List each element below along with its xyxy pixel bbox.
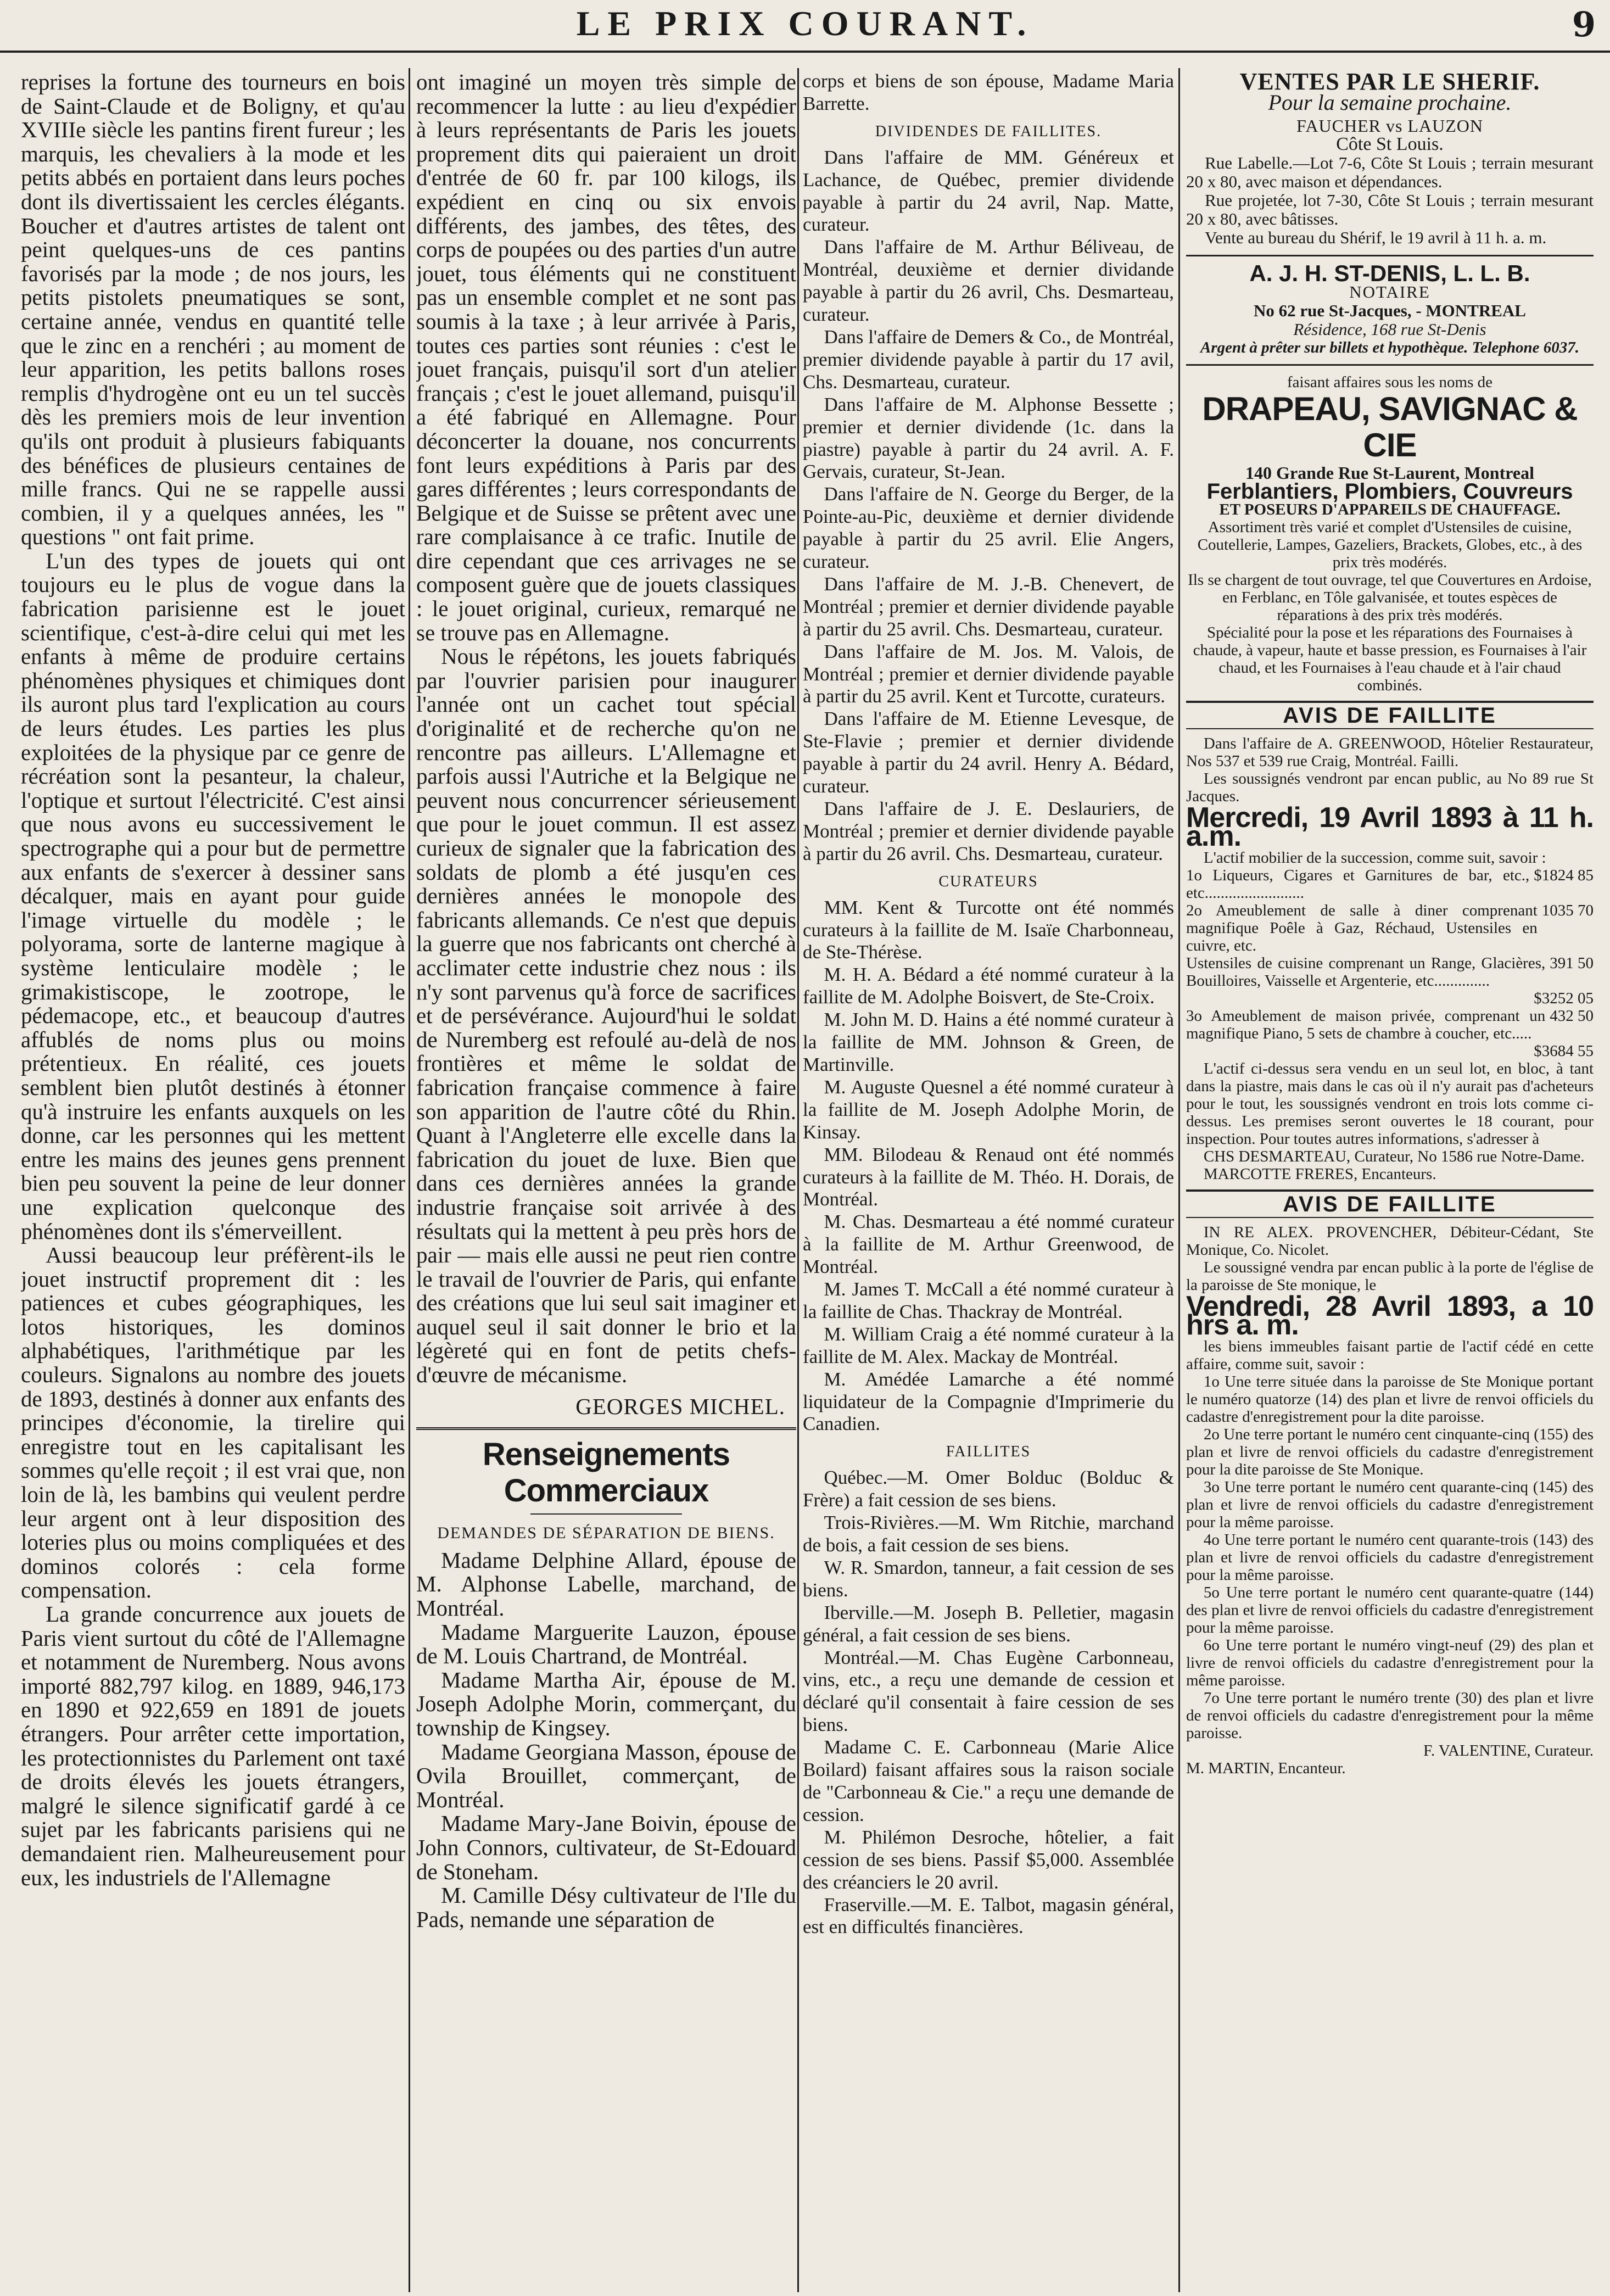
list-item: Madame C. E. Carbonneau (Marie Alice Boilard) faisant affaires sous la raison sociale de "Carbonneau & Cie." a reçu une demande de cession. xyxy=(803,1736,1174,1825)
article-signature: GEORGES MICHEL. xyxy=(575,1393,785,1419)
article-paragraph: Aussi beaucoup leur préfèrent-ils le jouet instructif proprement dit : les patiences et cubes géographiques, les lotos historiques, les dominos alphabétiques, l'arithmétique par les couleurs. Signalons au nombre des jouets de 1893, destinés à donner aux enfants des principes d'économie, la tirelire qui enregistre tout en les capitalisant les sommes qu'elle reçoit ; il est vrai que, non loin de là, les bambins qui veulent perdre leur argent ont à leur disposition des loteries plus ou moins compliquées et des dominos colorés : cela forme compensation. xyxy=(21,1242,405,1603)
inventory-item xyxy=(1186,954,1594,990)
land-item: 5o Une terre portant le numéro cent quarante-quatre (144) des plan et livre de renvoi officiels du cadastre d'enregistrement pour la même paroisse. xyxy=(1186,1584,1594,1636)
article-paragraph: L'un des types de jouets qui ont toujours eu le plus de vogue dans la fabrication parisienne est le jouet scientifique, c'est-à-dire celui qui met les enfants à même de produire certains phénomènes physiques et chimiques dont ils auront plus tard l'explication au cours de leurs études. Les parties les plus exploitées de la physique par ce genre de récréation sont la pesanteur, la chaleur, l'optique et surtout l'électricité. C'est ainsi que nous avons eu successivement le spectrographe qui a pour but de permettre aux enfants de s'exercer à dessiner sans décalquer, mais en ayant pour guide l'image virtuelle du modèle ; le polyorama, sorte de lanterne magique à système lenticulaire modèle ; le grimakistiscope, le zootrope, le pédemacope, etc., et beaucoup d'autres affublés de noms plus ou moins prétentieux. En réalité, ces jouets semblent bien plutôt destinés à étonner qu'à instruire les enfants auxquels on les donne, car les personnes qui les mettent entre les mains des jeunes gens prennent bien peu souvent la peine de leur donner une explication quelconque des phénomènes dont ils s'émerveillent. xyxy=(21,548,405,1244)
list-item: Dans l'affaire de M. Arthur Béliveau, de Montréal, deuxième et dernier dividande payable à partir du 26 avril, Chs. Desmarteau, curateur. xyxy=(803,236,1174,326)
page-number: 9 xyxy=(1572,4,1596,44)
case-title: FAUCHER vs LAUZON xyxy=(1296,116,1483,136)
list-item: Madame Delphine Allard, épouse de M. Alphonse Labelle, marchand, de Montréal. xyxy=(416,1547,796,1621)
column-rule xyxy=(1178,68,1180,2292)
notary-note: Argent à prêter sur billets et hypothèque. Telephone 6037. xyxy=(1200,339,1580,356)
land-item: 4o Une terre portant le numéro cent quarante-trois (143) des plan et livre de renvoi officiels du cadastre d'enregistrement pour la même paroisse. xyxy=(1186,1531,1594,1584)
firm-paragraph: Assortiment très varié et complet d'Ustensiles de cuisine, Coutellerie, Lampes, Gazeliers, Brackets, Globes, etc., à des prix très modérés. xyxy=(1197,518,1583,571)
list-item: MM. Bilodeau & Renaud ont été nommés curateurs à la faillite de M. Théo. H. Dorais, de Montréal. xyxy=(803,1143,1174,1210)
list-item: Madame Georgiana Masson, épouse de Ovila Brouillet, commerçant, de Montréal. xyxy=(416,1739,796,1812)
dividendes-heading: DIVIDENDES DE FAILLITES. xyxy=(875,122,1102,140)
notary-residence: Résidence, 168 rue St-Denis xyxy=(1293,320,1486,339)
avis-paragraph: Le soussigné vendra par encan public à la porte de l'église de la paroisse de Ste monique, le xyxy=(1186,1259,1594,1294)
item-amount: 432 50 xyxy=(1550,1007,1594,1025)
inventory-item xyxy=(1186,867,1594,902)
masthead xyxy=(0,0,1610,53)
avis-paragraph: Les soussignés vendront par encan public, au No 89 rue St Jacques. xyxy=(1186,770,1594,805)
list-item: Dans l'affaire de M. Etienne Levesque, de Ste-Flavie ; premier et dernier dividende payable à partir du 24 avril. Henry A. Bédard, curateur. xyxy=(803,708,1174,797)
list-item: Madame Martha Air, épouse de M. Joseph Adolphe Morin, commerçant, du township de Kingsey. xyxy=(416,1667,796,1740)
list-item: Québec.—M. Omer Bolduc (Bolduc & Frère) a fait cession de ses biens. xyxy=(803,1467,1174,1511)
article-paragraph: La grande concurrence aux jouets de Paris vient surtout du côté de l'Allemagne et notamment de Nuremberg. Nous avons importé 882,797 kilog. en 1889, 946,173 en 1890 et 922,659 en 1891 de jouets étrangers. Pour arrêter cette importation, les protectionnistes du Parlement ont taxé de droits élevés les jouets étrangers, malgré le silence significatif gardé à ce sujet par les fabricants parisiens qui ne demandaient rien. Malheureusement pour eux, les industriels de l'Allemagne xyxy=(21,1601,405,1890)
inventory-item xyxy=(1186,902,1594,954)
column-4-ads xyxy=(1186,70,1594,2289)
list-item: M. John M. D. Hains a été nommé curateur à la faillite de MM. Johnson & Green, de Martinville. xyxy=(803,1009,1174,1075)
land-item: 7o Une terre portant le numéro trente (30) des plan et livre de renvoi officiels du cadastre d'enregistrement pour la même paroisse. xyxy=(1186,1689,1594,1742)
item-amount: $1824 85 xyxy=(1534,867,1594,884)
section-heading: Renseignements Commerciaux xyxy=(416,1427,796,1509)
article-paragraph: ont imaginé un moyen très simple de recommencer la lutte : au lieu d'expédier à leurs représentants de Paris les jouets proprement dits qui paieraient un droit d'entrée de 60 fr. par 100 kilogs, ils expédient en cinq ou six envois différents, des jambes, des têtes, des corps de poupées ou des parties d'un autre jouet, tous éléments qui ne constituent pas un ensemble complet et ne sont pas soumis à la taxe ; à leur arrivée à Paris, toutes ces parties sont réunies : c'est le jouet français, puisqu'il sort d'un atelier français ; c'est le jouet allemand, puisqu'il a été fabriqué en Allemagne. Pour déconcerter la douane, nos concurrents font leurs expéditions à Paris par des gares différentes ; leurs correspondants de Belgique et de Suisse se prêtent avec une rare complaisance à ce trafic. Inutile de dire cependant que ces arrivages ne se composent guère que de jouets classiques : le jouet original, curieux, remarqué ne se trouve pas en Allemagne. xyxy=(416,70,796,645)
auction-date: Mercredi, 19 Avril 1893 à 11 h. a.m. xyxy=(1186,802,1594,852)
divider xyxy=(1186,255,1594,256)
list-item: Montréal.—M. Chas Eugène Carbonneau, vins, etc., a reçu une demande de cession et déclaré qu'il consentait à faire cession de ses biens. xyxy=(803,1646,1174,1736)
case-paragraph: Vente au bureau du Shérif, le 19 avril à 11 h. a. m. xyxy=(1205,228,1547,247)
list-item: MM. Kent & Turcotte ont été nommés curateurs à la faillite de M. Isaïe Charbonneau, de Ste-Thérèse. xyxy=(803,896,1174,963)
list-item: Dans l'affaire de M. J.-B. Chenevert, de Montréal ; premier et dernier dividende payable à partir du 25 avril. Chs. Desmarteau, curateur. xyxy=(803,573,1174,640)
avis-paragraph: IN RE ALEX. PROVENCHER, Débiteur-Cédant, Ste Monique, Co. Nicolet. xyxy=(1186,1224,1594,1259)
land-item: 6o Une terre portant le numéro vingt-neuf (29) des plan et livre de renvoi officiels du cadastre d'enregistrement pour la même paroisse. xyxy=(1186,1636,1594,1689)
list-item: Madame Marguerite Lauzon, épouse de M. Louis Chartrand, de Montréal. xyxy=(416,1619,796,1669)
item-label: Ustensiles de cuisine comprenant un Range, Glacières, Bouilloires, Vaisselle et Argenterie, etc.............. xyxy=(1186,954,1546,990)
list-item: M. H. A. Bédard a été nommé curateur à la faillite de M. Adolphe Boisvert, de Ste-Croix. xyxy=(803,964,1174,1008)
list-item: Dans l'affaire de Demers & Co., de Montréal, premier dividende payable à partir du 17 avil, Chs. Desmarteau, curateur. xyxy=(803,326,1174,393)
case-location: Côte St Louis. xyxy=(1336,134,1444,154)
article-paragraph: reprises la fortune des tourneurs en bois de Saint-Claude et de Boligny, et qu'au XVIIIe siècle les pantins firent fureur ; les marquis, les chevaliers à la mode et les petits abbés en portaient dans leurs poches dont ils divertissaient les cercles élégants. Boucher et d'autres artistes de talent ont peint quelques-uns de ces pantins favorisés par la mode ; de nos jours, les petits pistolets pneumatiques se sont, certaine année, vendus en quantité telle que le zinc en a renchéri ; au moment de leur apparition, les petits ballons roses remplis d'hydrogène ont eu un tel succès dès les premiers mois de leur invention qu'ils ont produit à plusieurs fabiquants des bénéfices de plusieurs centaines de mille francs. Qui ne se rappelle aussi combien, il y a quelques années, les " questions " ont fait prime. xyxy=(21,70,405,550)
list-item: W. R. Smardon, tanneur, a fait cession de ses biens. xyxy=(803,1556,1174,1601)
avis-paragraph: les biens immeubles faisant partie de l'actif cédé en cette affaire, comme suit, savoir : xyxy=(1186,1338,1594,1373)
item-label: 1o Liqueurs, Cigares et Garnitures de bar, etc., etc......................... xyxy=(1186,867,1530,902)
item-label: 2o Ameublement de salle à diner comprenant magnifique Poêle à Gaz, Réchaud, Ustensiles en cuivre, etc. xyxy=(1186,902,1538,954)
case-paragraph: Rue projetée, lot 7-30, Côte St Louis ; terrain mesurant 20 x 80, avec bâtisses. xyxy=(1186,191,1594,228)
column-rule xyxy=(797,68,799,2292)
firm-paragraph: Spécialité pour la pose et les réparations des Fournaises à chaude, à vapeur, haute et basse pression, es Fournaises à l'air chaud, et les Fournaises à l'eau chaude et à l'air chaud combinés. xyxy=(1193,624,1587,694)
list-item: Dans l'affaire de J. E. Deslauriers, de Montréal ; premier et dernier dividende payable à partir du 26 avril. Chs. Desmarteau, curateur. xyxy=(803,798,1174,864)
auction-date: Vendredi, 28 Avril 1893, a 10 hrs a. m. xyxy=(1186,1291,1594,1341)
column-3-notices xyxy=(803,70,1174,2289)
case-paragraph: Rue Labelle.—Lot 7-6, Côte St Louis ; terrain mesurant 20 x 80, avec maison et dépendances. xyxy=(1186,153,1594,191)
list-item: Dans l'affaire de M. Alphonse Bessette ; premier et dernier dividende (1c. dans la piastre) payable à partir du 24 avril. A. F. Gervais, curateur, St-Jean. xyxy=(803,393,1174,483)
item-amount: 391 50 xyxy=(1550,954,1594,972)
avis-paragraph: L'actif ci-dessus sera vendu en un seul lot, en bloc, à tant dans la piastre, mais dans le cas où il n'y aurait pas d'acheteurs pour le tout, les soussignés vendront en trois lots comme ci-dessus. Les premises seront ouvertes le 18 courant, pour inspection. Pour toutes autres informations, s'adresser à xyxy=(1186,1060,1594,1148)
list-item: M. Chas. Desmarteau a été nommé curateur à la faillite de M. Arthur Greenwood, de Montréal. xyxy=(803,1211,1174,1278)
demandes-heading: DEMANDES DE SÉPARATION DE BIENS. xyxy=(437,1524,775,1543)
avis-signature: M. MARTIN, Encanteur. xyxy=(1186,1759,1346,1777)
avis-faillite-heading: AVIS DE FAILLITE xyxy=(1186,1189,1594,1218)
avis-paragraph: L'actif mobilier de la succession, comme suit, savoir : xyxy=(1203,849,1546,867)
list-item: M. Amédée Lamarche a été nommé liquidateur de la Compagnie d'Imprimerie du Canadien. xyxy=(803,1368,1174,1435)
list-item: Fraserville.—M. E. Talbot, magasin général, est en difficultés financières. xyxy=(803,1893,1174,1938)
list-item: Dans l'affaire de N. George du Berger, de la Pointe-au-Pic, deuxième et dernier dividende payable à partir du 25 avril. Elie Angers, curateur. xyxy=(803,483,1174,573)
divider xyxy=(530,1513,683,1515)
column-1-article xyxy=(21,70,405,2289)
curateurs-heading: CURATEURS xyxy=(938,873,1038,890)
column-2-article xyxy=(416,70,796,2289)
ventes-title: VENTES PAR LE SHERIF. xyxy=(1239,70,1540,95)
masthead-title: LE PRIX COURANT. xyxy=(576,4,1034,43)
list-item: corps et biens de son épouse, Madame Maria Barrette. xyxy=(803,70,1174,114)
column-rule xyxy=(409,68,410,2292)
firm-paragraph: Ils se chargent de tout ouvrage, tel que Couvertures en Ardoise, en Ferblanc, en Tôle galvanisée, et toutes espèces de réparations à des prix très modérés. xyxy=(1188,571,1592,624)
firm-name: DRAPEAU, SAVIGNAC & CIE xyxy=(1202,390,1578,463)
divider xyxy=(1186,364,1594,366)
avis-signature: F. VALENTINE, Curateur. xyxy=(1423,1742,1594,1759)
list-item: Iberville.—M. Joseph B. Pelletier, magasin général, a fait cession de ses biens. xyxy=(803,1601,1174,1646)
list-item: M. James T. McCall a été nommé curateur à la faillite de Chas. Thackray de Montréal. xyxy=(803,1278,1174,1322)
ventes-subtitle: Pour la semaine prochaine. xyxy=(1268,90,1512,115)
subtotal: $3252 05 xyxy=(1534,990,1594,1007)
firm-intro: faisant affaires sous les noms de xyxy=(1287,373,1492,391)
faillites-heading: FAILLITES xyxy=(946,1443,1031,1461)
notary-name: A. J. H. ST-DENIS, L. L. B. xyxy=(1249,260,1530,286)
avis-signature: CHS DESMARTEAU, Curateur, No 1586 rue Notre-Dame. xyxy=(1203,1148,1585,1165)
notary-address: No 62 rue St-Jacques, - MONTREAL xyxy=(1254,301,1526,320)
avis-paragraph: Dans l'affaire de A. GREENWOOD, Hôtelier Restaurateur, Nos 537 et 539 rue Craig, Montréal. Failli. xyxy=(1186,735,1594,770)
list-item: M. Camille Désy cultivateur de l'Ile du Pads, nemande une séparation de xyxy=(416,1882,796,1932)
list-item: Trois-Rivières.—M. Wm Ritchie, marchand de bois, a fait cession de ses biens. xyxy=(803,1512,1174,1556)
firm-trades: Ferblantiers, Plombiers, Couvreurs xyxy=(1206,479,1573,504)
list-item: M. Auguste Quesnel a été nommé curateur à la faillite de M. Joseph Adolphe Morin, de Kinsay. xyxy=(803,1076,1174,1143)
land-item: 3o Une terre portant le numéro cent quarante-cinq (145) des plan et livre de renvoi officiels du cadastre d'enregistrement pour la même paroisse. xyxy=(1186,1478,1594,1531)
firm-trades-sub: ET POSEURS D'APPAREILS DE CHAUFFAGE. xyxy=(1219,501,1561,518)
firm-address: 140 Grande Rue St-Laurent, Montreal xyxy=(1245,463,1534,483)
item-label: 3o Ameublement de maison privée, comprenant un magnifique Piano, 5 sets de chambre à coucher, etc..... xyxy=(1186,1007,1546,1042)
notary-title: NOTAIRE xyxy=(1349,282,1430,301)
land-item: 2o Une terre portant le numéro cent cinquante-cinq (155) des plan et livre de renvoi officiels du cadastre d'enregistrement pour la dite paroisse de Ste Monique. xyxy=(1186,1426,1594,1478)
list-item: Madame Mary-Jane Boivin, épouse de John Connors, cultivateur, de St-Edouard de Stoneham. xyxy=(416,1811,796,1884)
grand-total: $3684 55 xyxy=(1534,1042,1594,1060)
inventory-item xyxy=(1186,1007,1594,1042)
list-item: M. William Craig a été nommé curateur à la faillite de M. Alex. Mackay de Montréal. xyxy=(803,1323,1174,1367)
avis-signature: MARCOTTE FRERES, Encanteurs. xyxy=(1203,1165,1436,1183)
article-paragraph: Nous le répétons, les jouets fabriqués par l'ouvrier parisien pour inaugurer l'année ont un cachet tout spécial d'originalité et de recherche qu'on ne rencontre pas ailleurs. L'Allemagne et parfois aussi l'Autriche et la Belgique ne peuvent nous concurrencer sérieusement que pour le jouet commun. Il est assez curieux de signaler que la fabrication des soldats de plomb a été jusqu'en ces dernières années le monopole des fabricants allemands. Ce n'est que depuis la guerre que nos fabricants ont cherché à acclimater cette industrie chez nous : ils n'y sont parvenus qu'à force de sacrifices et de persévérance. Aujourd'hui le soldat de Nuremberg est refoulé au-delà de nos frontières et même le soldat de fabrication française commence à faire son apparition de l'autre côté du Rhin. Quant à l'Angleterre elle excelle dans la fabrication du jouet de luxe. Bien que dans ces dernières années la grande industrie française soit arrivée à des résultats qui la mettent à peu près hors de pair — mais elle aussi ne peut rien contre le travail de l'ouvrier de Paris, qui enfante des créations que lui seul sait imaginer et auquel seul il sait donner le brio et la légèreté qui en font de petits chefs-d'œuvre de mécanisme. xyxy=(416,644,796,1388)
land-item: 1o Une terre située dans la paroisse de Ste Monique portant le numéro quatorze (14) des plan et livre de renvoi officiels du cadastre d'enregistrement pour la dite paroisse. xyxy=(1186,1373,1594,1426)
list-item: Dans l'affaire de MM. Généreux et Lachance, de Québec, premier dividende payable à partir du 24 avril, Nap. Matte, curateur. xyxy=(803,146,1174,236)
item-amount: 1035 70 xyxy=(1541,902,1594,919)
list-item: M. Philémon Desroche, hôtelier, a fait cession de ses biens. Passif $5,000. Assemblée des créanciers le 20 avril. xyxy=(803,1826,1174,1893)
list-item: Dans l'affaire de M. Jos. M. Valois, de Montréal ; premier et dernier dividende payable à partir du 25 avril. Kent et Turcotte, curateurs. xyxy=(803,640,1174,707)
avis-faillite-heading: AVIS DE FAILLITE xyxy=(1186,701,1594,729)
